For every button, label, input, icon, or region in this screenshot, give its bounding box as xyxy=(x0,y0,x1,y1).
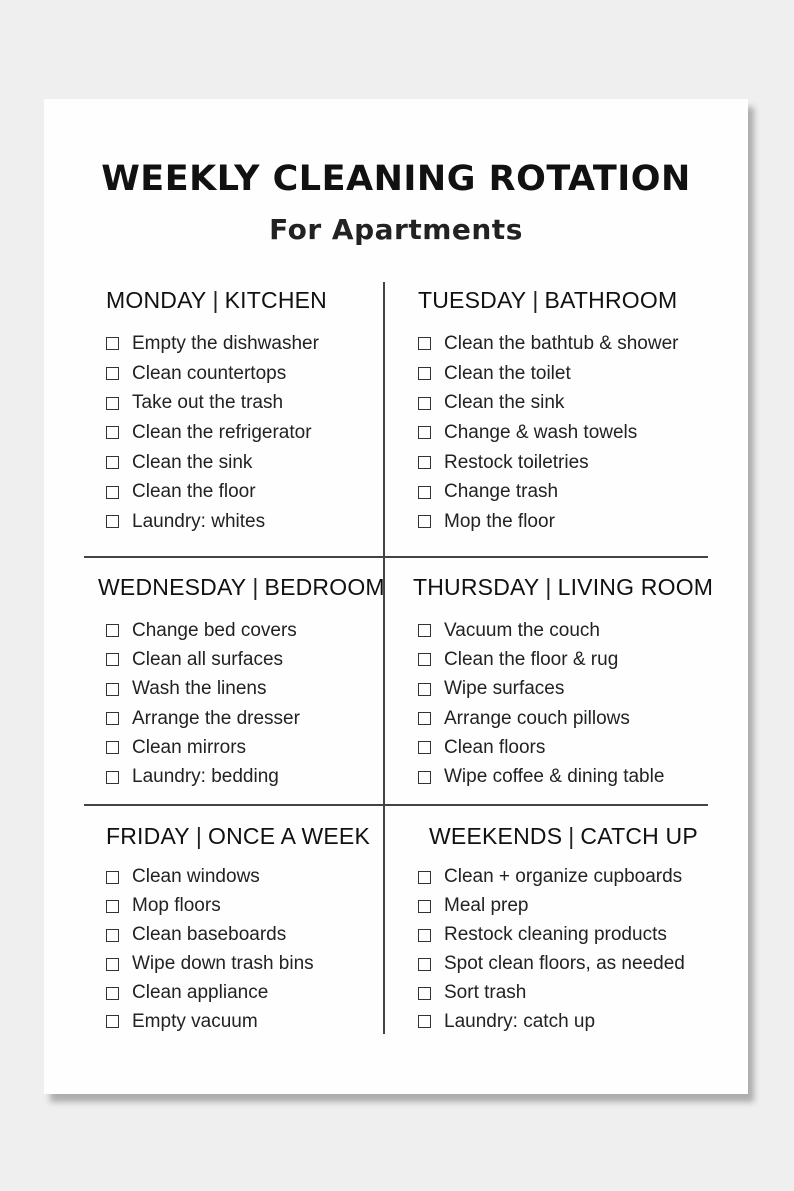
task-label: Clean appliance xyxy=(132,982,269,1003)
section-heading xyxy=(106,287,346,314)
task-label: Clean floors xyxy=(444,736,546,758)
checkbox[interactable] xyxy=(418,397,431,410)
checkbox[interactable] xyxy=(106,683,119,696)
task-item xyxy=(418,950,685,979)
task-item xyxy=(106,1007,314,1036)
heading-separator: | xyxy=(545,574,552,600)
task-item xyxy=(418,359,679,389)
task-item xyxy=(106,359,319,389)
task-item xyxy=(106,616,300,645)
task-list xyxy=(106,616,300,792)
heading-separator: | xyxy=(532,287,539,313)
section-heading xyxy=(429,823,698,850)
task-item xyxy=(106,979,314,1008)
task-item xyxy=(418,863,685,892)
task-item xyxy=(418,979,685,1008)
checkbox[interactable] xyxy=(106,456,119,469)
section-monday xyxy=(106,287,346,532)
section-area: KITCHEN xyxy=(224,287,327,313)
task-label: Clean the sink xyxy=(132,451,253,473)
checkbox[interactable] xyxy=(106,771,119,784)
section-area: BATHROOM xyxy=(544,287,678,313)
section-area: BEDROOM xyxy=(264,574,385,600)
task-item xyxy=(418,645,664,674)
section-weekends xyxy=(429,823,698,1032)
task-label: Clean the refrigerator xyxy=(132,421,312,443)
task-label: Wipe down trash bins xyxy=(132,953,314,975)
section-heading xyxy=(106,823,370,850)
checkbox[interactable] xyxy=(106,367,119,380)
task-label: Laundry: bedding xyxy=(132,766,279,788)
checkbox[interactable] xyxy=(106,653,119,666)
section-heading xyxy=(98,574,385,601)
checkbox[interactable] xyxy=(418,337,431,350)
task-label: Mop the floor xyxy=(444,510,555,532)
printable-sheet xyxy=(44,99,748,1094)
task-label: Clean the floor xyxy=(132,481,256,503)
task-label: Clean countertops xyxy=(132,362,287,384)
checkbox[interactable] xyxy=(418,515,431,528)
checkbox[interactable] xyxy=(418,683,431,696)
task-item xyxy=(418,448,679,478)
task-label: Clean the bathtub & shower xyxy=(444,332,679,354)
task-label: Clean the sink xyxy=(444,392,565,414)
section-area: CATCH UP xyxy=(580,823,698,849)
task-label: Empty the dishwasher xyxy=(132,332,319,354)
task-item xyxy=(418,921,685,950)
section-heading xyxy=(418,287,677,314)
task-item xyxy=(106,329,319,359)
checkbox[interactable] xyxy=(106,397,119,410)
section-day: THURSDAY xyxy=(413,574,540,600)
checkbox[interactable] xyxy=(418,771,431,784)
section-day: WEDNESDAY xyxy=(98,574,247,600)
checkbox[interactable] xyxy=(106,426,119,439)
section-area: ONCE A WEEK xyxy=(208,823,370,849)
task-item xyxy=(418,329,679,359)
checkbox[interactable] xyxy=(418,741,431,754)
task-label: Clean + organize cupboards xyxy=(444,866,683,888)
task-label: Wash the linens xyxy=(132,678,267,700)
checkbox[interactable] xyxy=(106,712,119,725)
task-item xyxy=(418,507,679,537)
task-item xyxy=(418,418,679,448)
task-item xyxy=(106,863,314,892)
checkbox[interactable] xyxy=(106,337,119,350)
section-day: WEEKENDS xyxy=(429,823,563,849)
task-label: Wipe surfaces xyxy=(444,678,565,700)
checkbox[interactable] xyxy=(418,929,431,942)
task-label: Take out the trash xyxy=(132,392,284,414)
section-tuesday xyxy=(418,287,679,532)
task-item xyxy=(106,507,319,537)
heading-separator: | xyxy=(252,574,259,600)
section-area: LIVING ROOM xyxy=(557,574,714,600)
task-item xyxy=(106,477,319,507)
checkbox[interactable] xyxy=(418,367,431,380)
checkbox[interactable] xyxy=(418,900,431,913)
section-friday xyxy=(106,823,370,1032)
checkbox[interactable] xyxy=(418,624,431,637)
checkbox[interactable] xyxy=(106,741,119,754)
task-label: Meal prep xyxy=(444,895,529,917)
checkbox[interactable] xyxy=(418,456,431,469)
section-heading xyxy=(413,574,713,601)
task-label: Restock cleaning products xyxy=(444,924,667,946)
task-label: Clean mirrors xyxy=(132,736,247,758)
task-label: Laundry: whites xyxy=(132,510,266,532)
section-wednesday xyxy=(98,574,385,788)
task-label: Clean all surfaces xyxy=(132,648,284,670)
task-item xyxy=(106,762,300,791)
task-item xyxy=(106,733,300,762)
checkbox[interactable] xyxy=(418,653,431,666)
task-label: Clean the toilet xyxy=(444,362,571,384)
checkbox[interactable] xyxy=(106,987,119,1000)
task-item xyxy=(418,477,679,507)
task-label: Arrange the dresser xyxy=(132,707,300,729)
task-label: Change & wash towels xyxy=(444,421,638,443)
task-label: Arrange couch pillows xyxy=(444,707,630,729)
checkbox[interactable] xyxy=(418,712,431,725)
checkbox[interactable] xyxy=(418,987,431,1000)
page-subtitle: For Apartments xyxy=(269,213,523,246)
task-item xyxy=(418,1007,685,1036)
task-item xyxy=(418,675,664,704)
checkbox[interactable] xyxy=(106,515,119,528)
task-label: Wipe coffee & dining table xyxy=(444,766,665,788)
page-title: WEEKLY CLEANING ROTATION xyxy=(101,159,691,199)
checkbox[interactable] xyxy=(418,426,431,439)
task-item xyxy=(106,645,300,674)
task-label: Sort trash xyxy=(444,982,527,1003)
task-item xyxy=(106,892,314,921)
checkbox[interactable] xyxy=(106,486,119,499)
checkbox[interactable] xyxy=(106,900,119,913)
task-item xyxy=(418,388,679,418)
task-item xyxy=(106,418,319,448)
task-item xyxy=(106,675,300,704)
task-label: Clean the floor & rug xyxy=(444,648,619,670)
task-label: Empty vacuum xyxy=(132,1010,258,1032)
checkbox[interactable] xyxy=(106,1015,119,1028)
section-thursday xyxy=(413,574,714,788)
horizontal-divider-2 xyxy=(84,804,708,806)
checkbox[interactable] xyxy=(106,624,119,637)
section-day: TUESDAY xyxy=(418,287,527,313)
task-list xyxy=(418,863,685,1036)
task-item xyxy=(106,704,300,733)
checkbox[interactable] xyxy=(418,486,431,499)
section-day: MONDAY xyxy=(106,287,207,313)
task-label: Spot clean floors, as needed xyxy=(444,953,685,975)
task-label: Clean baseboards xyxy=(132,924,287,946)
task-item xyxy=(418,616,664,645)
task-list xyxy=(106,863,314,1036)
task-list xyxy=(418,616,664,792)
checkbox[interactable] xyxy=(418,958,431,971)
task-item xyxy=(418,704,664,733)
heading-separator: | xyxy=(212,287,219,313)
task-item xyxy=(106,448,319,478)
task-item xyxy=(106,921,314,950)
task-label: Change bed covers xyxy=(132,619,297,641)
task-label: Mop floors xyxy=(132,895,221,917)
checkbox[interactable] xyxy=(106,958,119,971)
task-label: Restock toiletries xyxy=(444,451,589,473)
task-label: Change trash xyxy=(444,481,559,503)
task-item xyxy=(106,388,319,418)
checkbox[interactable] xyxy=(418,871,431,884)
task-item xyxy=(418,733,664,762)
task-list xyxy=(106,329,319,537)
vertical-divider xyxy=(383,282,385,1034)
task-item xyxy=(418,762,664,791)
task-list xyxy=(418,329,679,537)
task-label: Clean windows xyxy=(132,866,260,888)
section-day: FRIDAY xyxy=(106,823,190,849)
task-label: Laundry: catch up xyxy=(444,1010,596,1032)
checkbox[interactable] xyxy=(106,871,119,884)
heading-separator: | xyxy=(568,823,575,849)
heading-separator: | xyxy=(195,823,203,849)
task-label: Vacuum the couch xyxy=(444,619,600,641)
task-item xyxy=(106,950,314,979)
checkbox[interactable] xyxy=(418,1015,431,1028)
horizontal-divider-1 xyxy=(84,556,708,558)
checkbox[interactable] xyxy=(106,929,119,942)
task-item xyxy=(418,892,685,921)
